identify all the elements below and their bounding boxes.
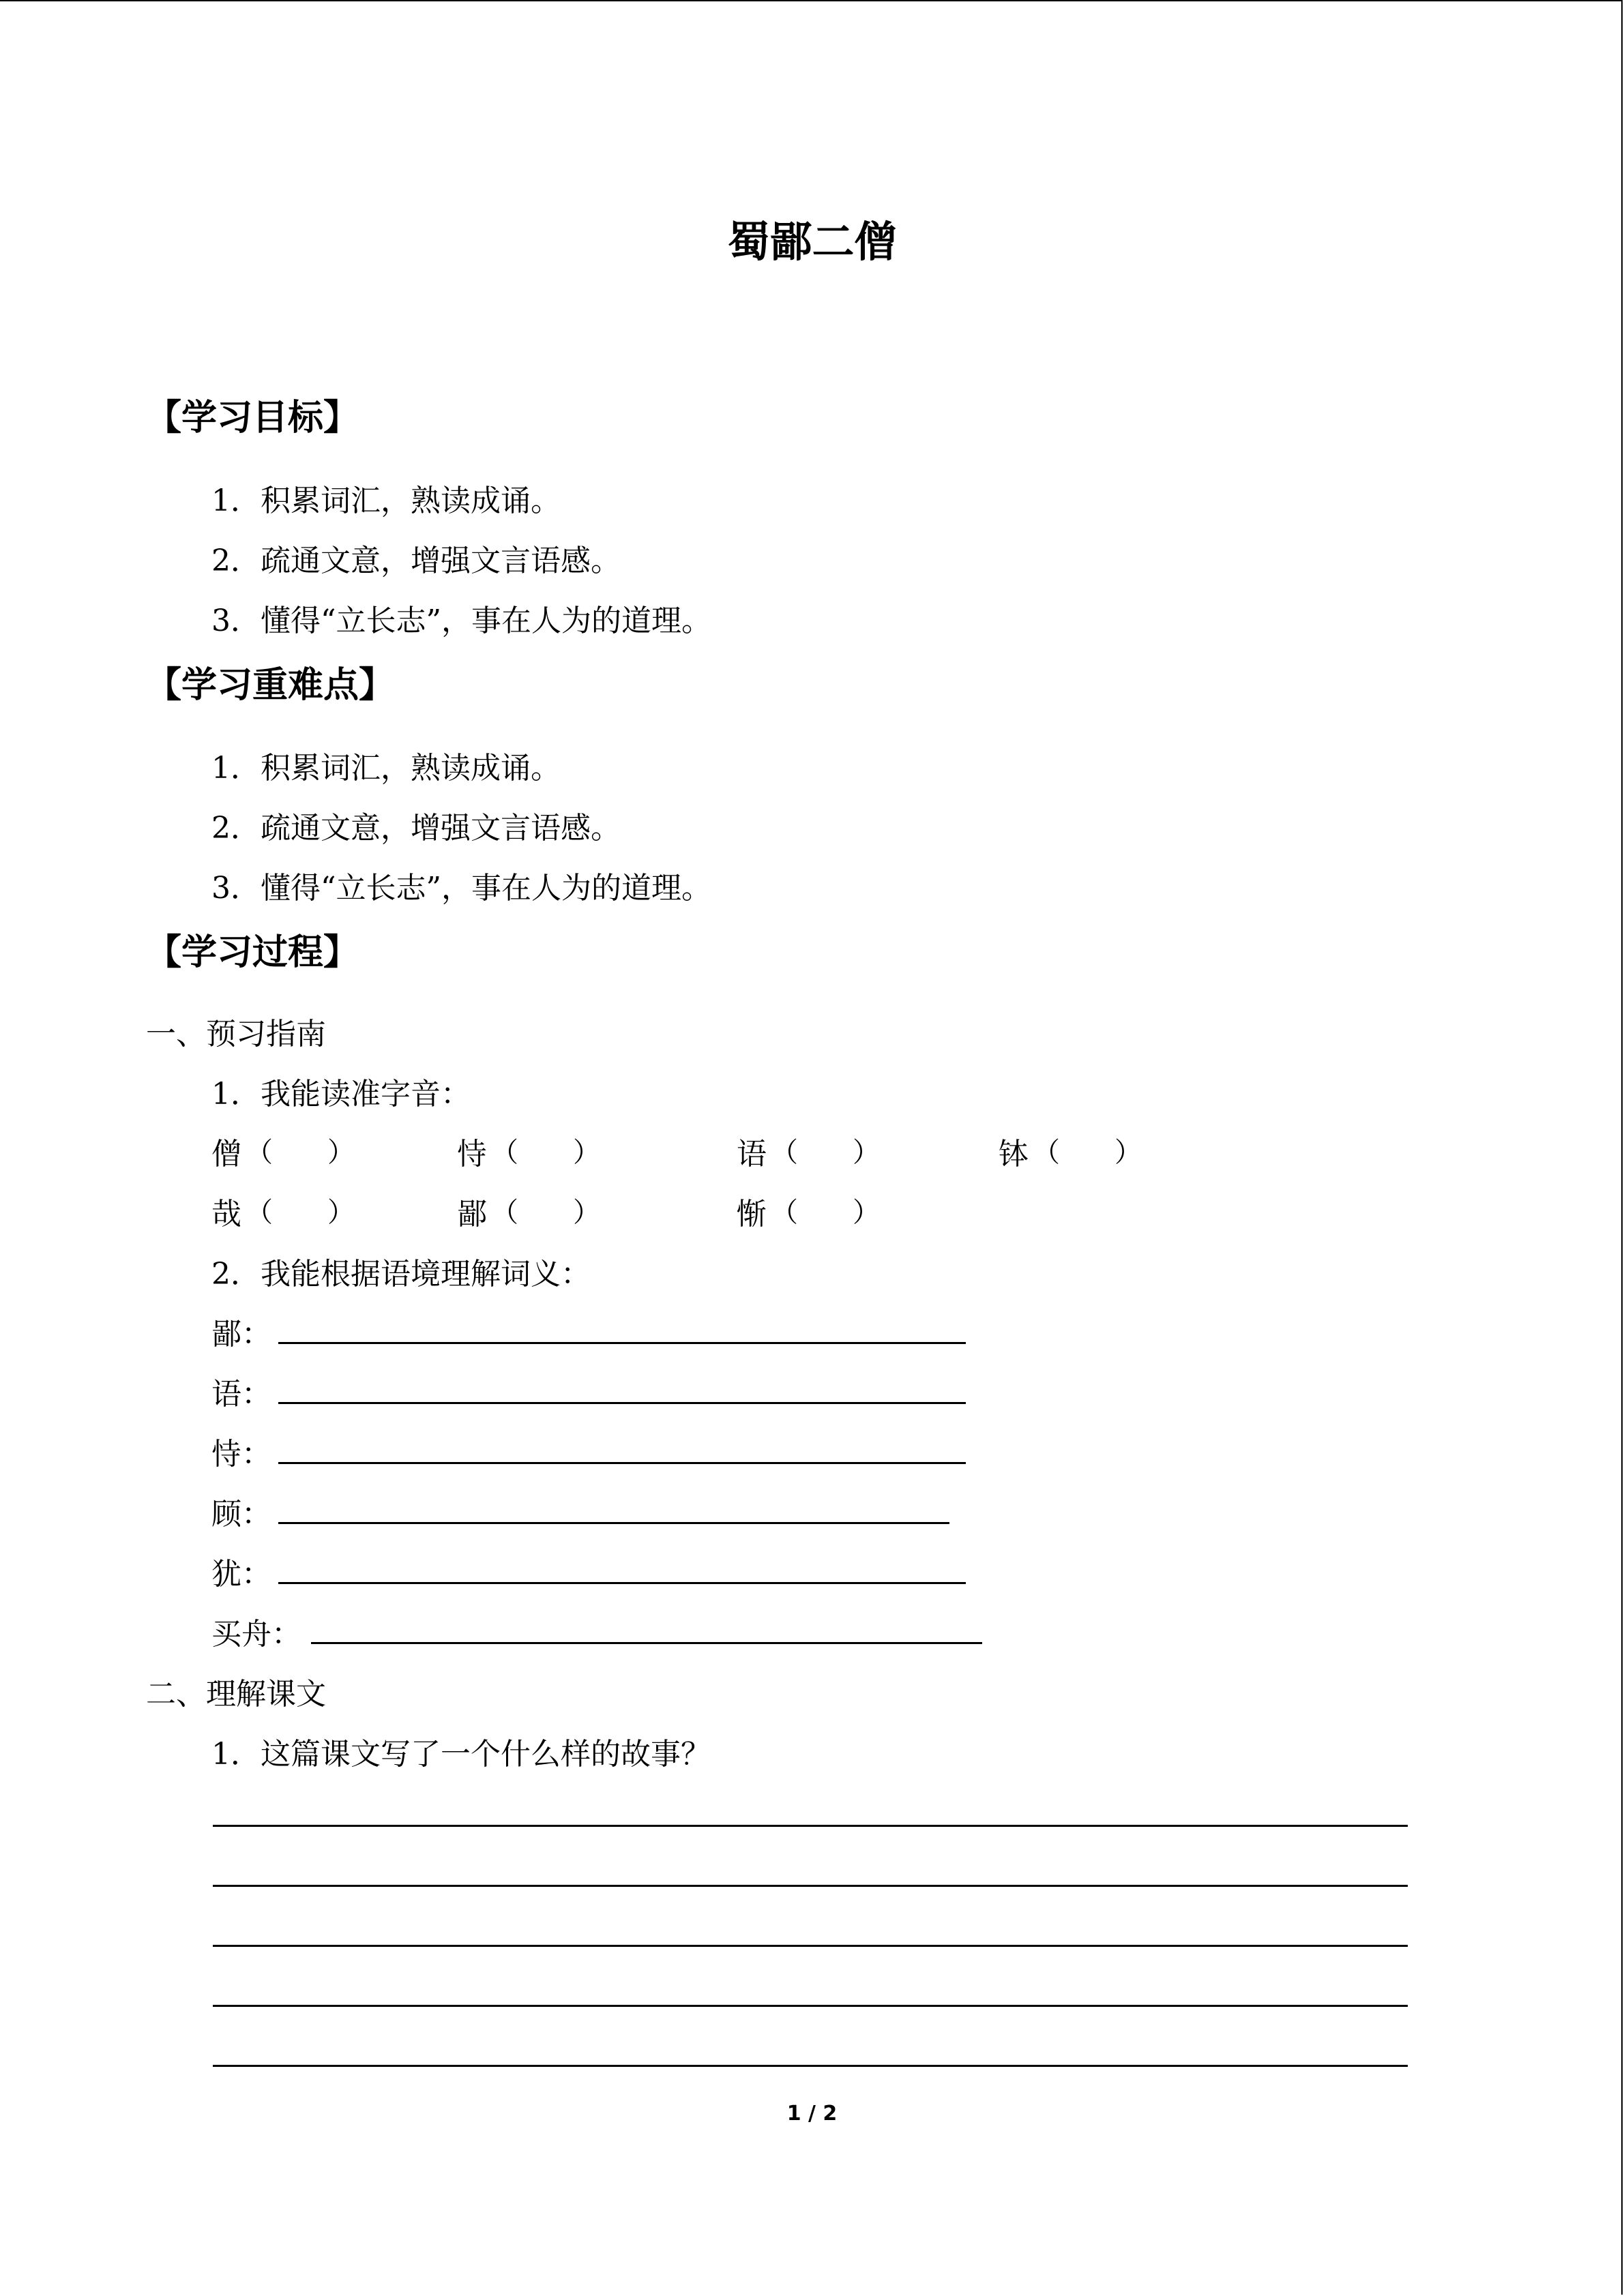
pronunciation-blank[interactable]: （ ） (771, 1137, 880, 1168)
preview-section-title: 一、预习指南 (146, 1017, 326, 1052)
pronunciation-char: 僧 (211, 1137, 241, 1172)
vocab-label: 买舟： (211, 1617, 301, 1652)
pronunciation-char: 惭 (737, 1197, 767, 1232)
pronunciation-blank[interactable]: （ ） (246, 1197, 355, 1228)
objective-item: 2．疏通文意，增强文言语感。 (211, 543, 621, 578)
key-point-item: 2．疏通文意，增强文言语感。 (211, 811, 621, 846)
pronunciation-char: 钵 (999, 1137, 1029, 1172)
answer-line[interactable] (213, 1885, 1408, 1887)
vocab-label: 语： (211, 1377, 271, 1412)
answer-line[interactable] (213, 2005, 1408, 2007)
key-points-heading: 【学习重难点】 (146, 665, 395, 706)
pronunciation-blank[interactable]: （ ） (491, 1197, 600, 1228)
vocab-label: 恃： (211, 1437, 271, 1472)
key-point-item: 1．积累词汇，熟读成诵。 (211, 751, 561, 786)
pronunciation-char: 语 (737, 1137, 767, 1172)
pronunciation-char: 恃 (457, 1137, 487, 1172)
page-number: 1 / 2 (786, 2102, 838, 2126)
document-title: 蜀鄙二僧 (727, 217, 897, 267)
objectives-heading: 【学习目标】 (146, 398, 359, 438)
pronunciation-char: 鄙 (457, 1197, 487, 1232)
objective-item: 1．积累词汇，熟读成诵。 (211, 483, 561, 518)
vocab-label: 顾： (211, 1497, 271, 1532)
pronunciation-blank[interactable]: （ ） (491, 1137, 600, 1168)
answer-line[interactable] (213, 1945, 1408, 1947)
vocab-question: 2．我能根据语境理解词义： (211, 1257, 591, 1292)
vocab-answer-line[interactable] (278, 1462, 966, 1464)
answer-line[interactable] (213, 1825, 1408, 1827)
answer-line[interactable] (213, 2065, 1408, 2067)
pronunciation-blank[interactable]: （ ） (246, 1137, 355, 1168)
vocab-answer-line[interactable] (278, 1342, 966, 1344)
objective-item: 3．懂得“立长志”，事在人为的道理。 (211, 603, 711, 638)
vocab-answer-line[interactable] (311, 1642, 982, 1644)
key-point-item: 3．懂得“立长志”，事在人为的道理。 (211, 871, 711, 906)
story-question: 1．这篇课文写了一个什么样的故事？ (211, 1737, 711, 1772)
vocab-answer-line[interactable] (278, 1522, 949, 1524)
vocab-answer-line[interactable] (278, 1402, 966, 1404)
understand-section-title: 二、理解课文 (146, 1677, 326, 1712)
vocab-label: 犹： (211, 1557, 271, 1592)
vocab-label: 鄙： (211, 1317, 271, 1352)
pronunciation-char: 哉 (211, 1197, 241, 1232)
vocab-answer-line[interactable] (278, 1582, 966, 1584)
pronunciation-blank[interactable]: （ ） (771, 1197, 880, 1228)
pronunciation-blank[interactable]: （ ） (1033, 1137, 1142, 1168)
process-heading: 【学习过程】 (146, 932, 359, 973)
pronunciation-question: 1．我能读准字音： (211, 1077, 471, 1112)
